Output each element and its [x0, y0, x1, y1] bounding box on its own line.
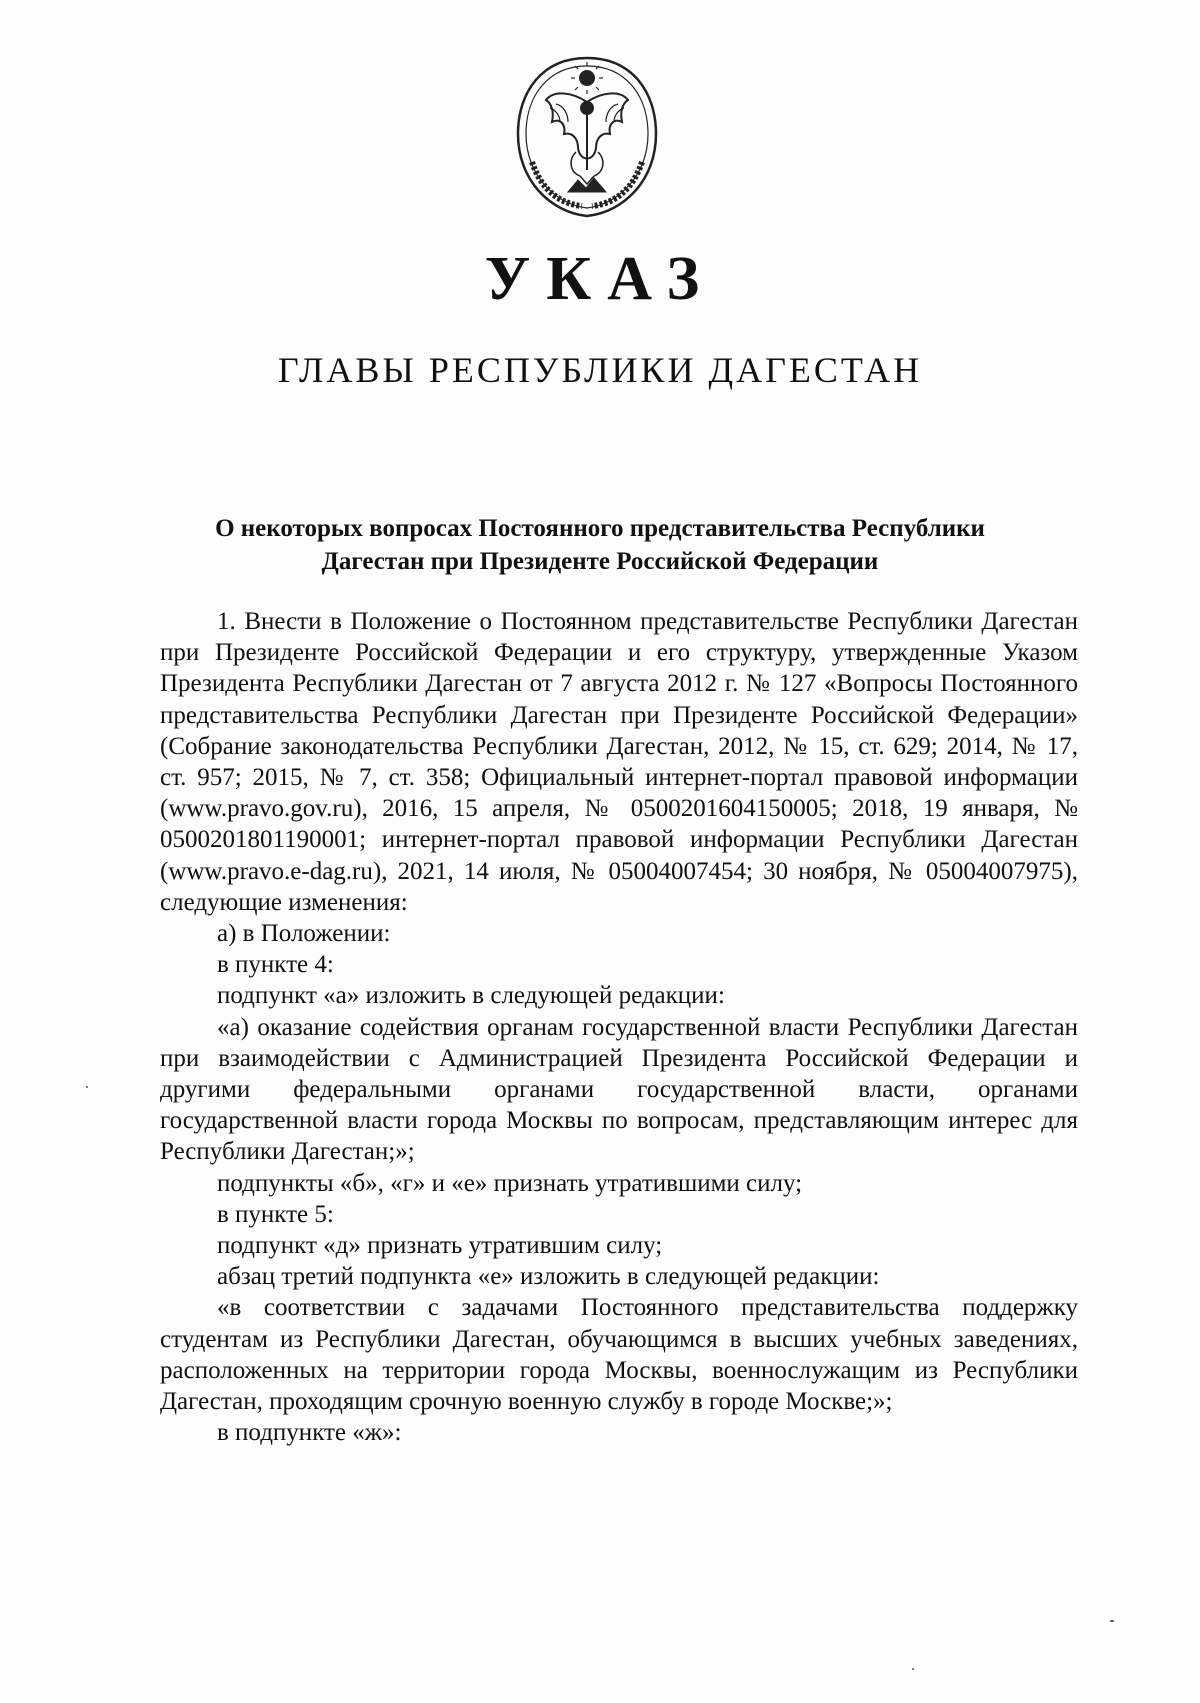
- decree-heading-line2: Дагестан при Президенте Российской Федерации: [321, 548, 879, 575]
- paragraph-subpoint-a-intro: подпункт «а» изложить в следующей редакции:: [217, 982, 725, 1010]
- paragraph-point-5: в пункте 5:: [217, 1200, 334, 1228]
- paragraph-subpoints-repealed: подпункты «б», «г» и «е» признать утратившими силу;: [217, 1169, 803, 1197]
- paragraph-subpoint-zh: в подпункте «ж»:: [217, 1419, 402, 1447]
- dagestan-coat-of-arms-icon: [502, 52, 672, 222]
- paragraph-point-4: в пункте 4:: [217, 951, 334, 979]
- paragraph-subpoint-a-text: «а) оказание содействия органам государственной власти Республики Дагестан при взаимодействии с Администрацией Президента Российской Федерации и другими федеральными органами государственной власти, органами государственной власти города Москвы по вопросам, представляющим интерес для Республики Дагестан;»;: [160, 1013, 1078, 1166]
- scan-speck: [912, 1668, 914, 1670]
- paragraph-section-a: а) в Положении:: [217, 920, 391, 948]
- document-subtitle: ГЛАВЫ РЕСПУБЛИКИ ДАГЕСТАН: [277, 350, 923, 390]
- document-title: УКАЗ: [484, 245, 716, 313]
- paragraph-item-1: 1. Внести в Положение о Постоянном представительстве Республики Дагестан при Президенте Российской Федерации и его структуру, утвержденные Указом Президента Республики Дагестан от 7 августа 2012 г. № 127 «Вопросы Постоянного представительства Республики Дагестан при Президенте Российской Федерации» (Собрание законодательства Республики Дагестан, 2012, № 15, ст. 629; 2014, № 17, ст. 957; 2015, № 7, ст. 358; Официальный интернет-портал правовой информации (www.pravo.gov.ru), 2016, 15 апреля, № 0500201604150005; 2018, 19 января, № 0500201801190001; интернет-портал правовой информации Республики Дагестан (www.pravo.e-dag.ru), 2021, 14 июля, № 05004007454; 30 ноября, № 05004007975), следующие изменения:: [160, 608, 1078, 916]
- decree-heading-line1: О некоторых вопросах Постоянного представительства Республики: [215, 515, 985, 542]
- scan-speck: [1110, 1620, 1114, 1622]
- paragraph-subpoint-e-intro: абзац третий подпункта «е» изложить в следующей редакции:: [217, 1263, 880, 1291]
- decree-heading: [150, 512, 1050, 578]
- scan-speck: [86, 1086, 88, 1088]
- paragraph-subpoint-d-repealed: подпункт «д» признать утратившим силу;: [217, 1232, 663, 1260]
- paragraph-subpoint-e-text: «в соответствии с задачами Постоянного представительства поддержку студентам из Республики Дагестан, обучающимся в высших учебных заведениях, расположенных на территории города Москвы, военнослужащим из Республики Дагестан, проходящим срочную военную службу в городе Москве;»;: [160, 1294, 1078, 1416]
- decree-body: [160, 606, 1078, 1448]
